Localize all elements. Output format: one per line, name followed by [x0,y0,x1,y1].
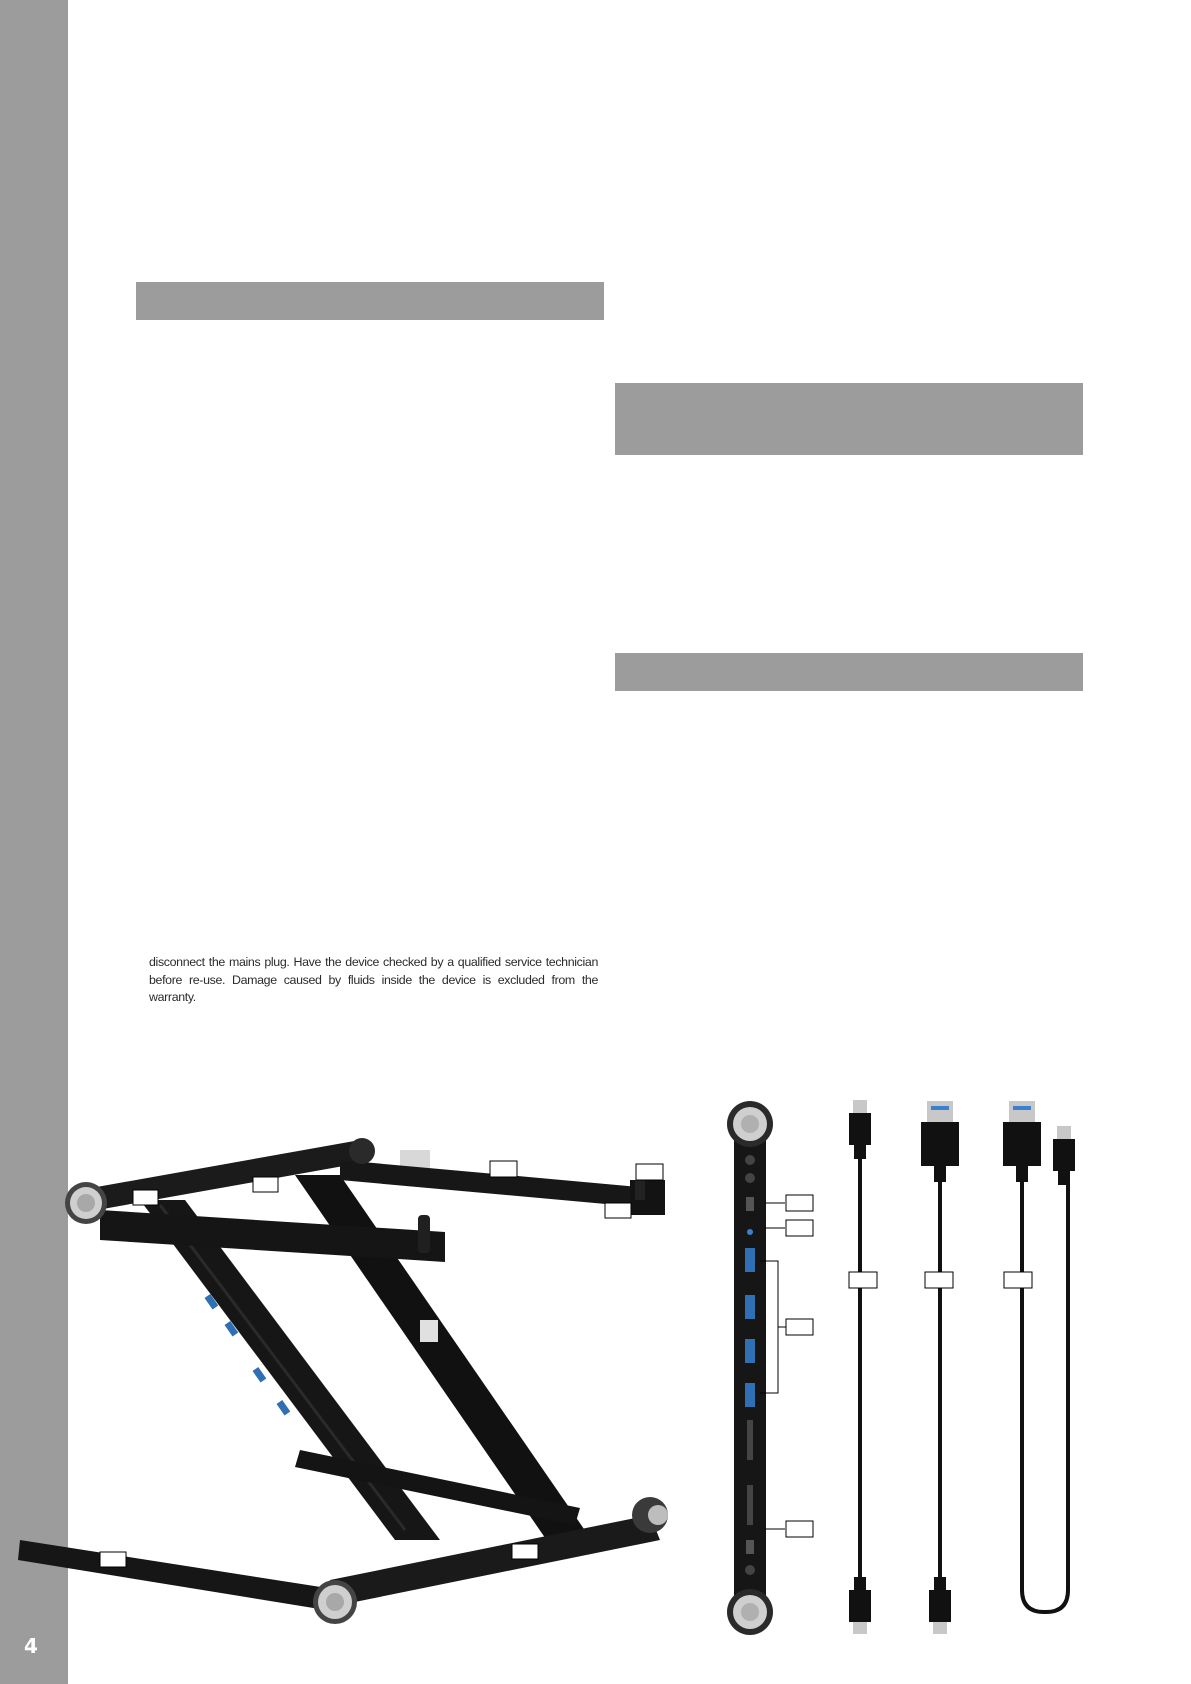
warning-line-2: before re-use. Damage caused by fluids inside the device is excluded from the warranty. [149,972,598,1004]
warning-line-1: disconnect the mains plug. Have the device checked by a qualified service technician [149,955,598,969]
page-number: 4 [24,1634,38,1658]
